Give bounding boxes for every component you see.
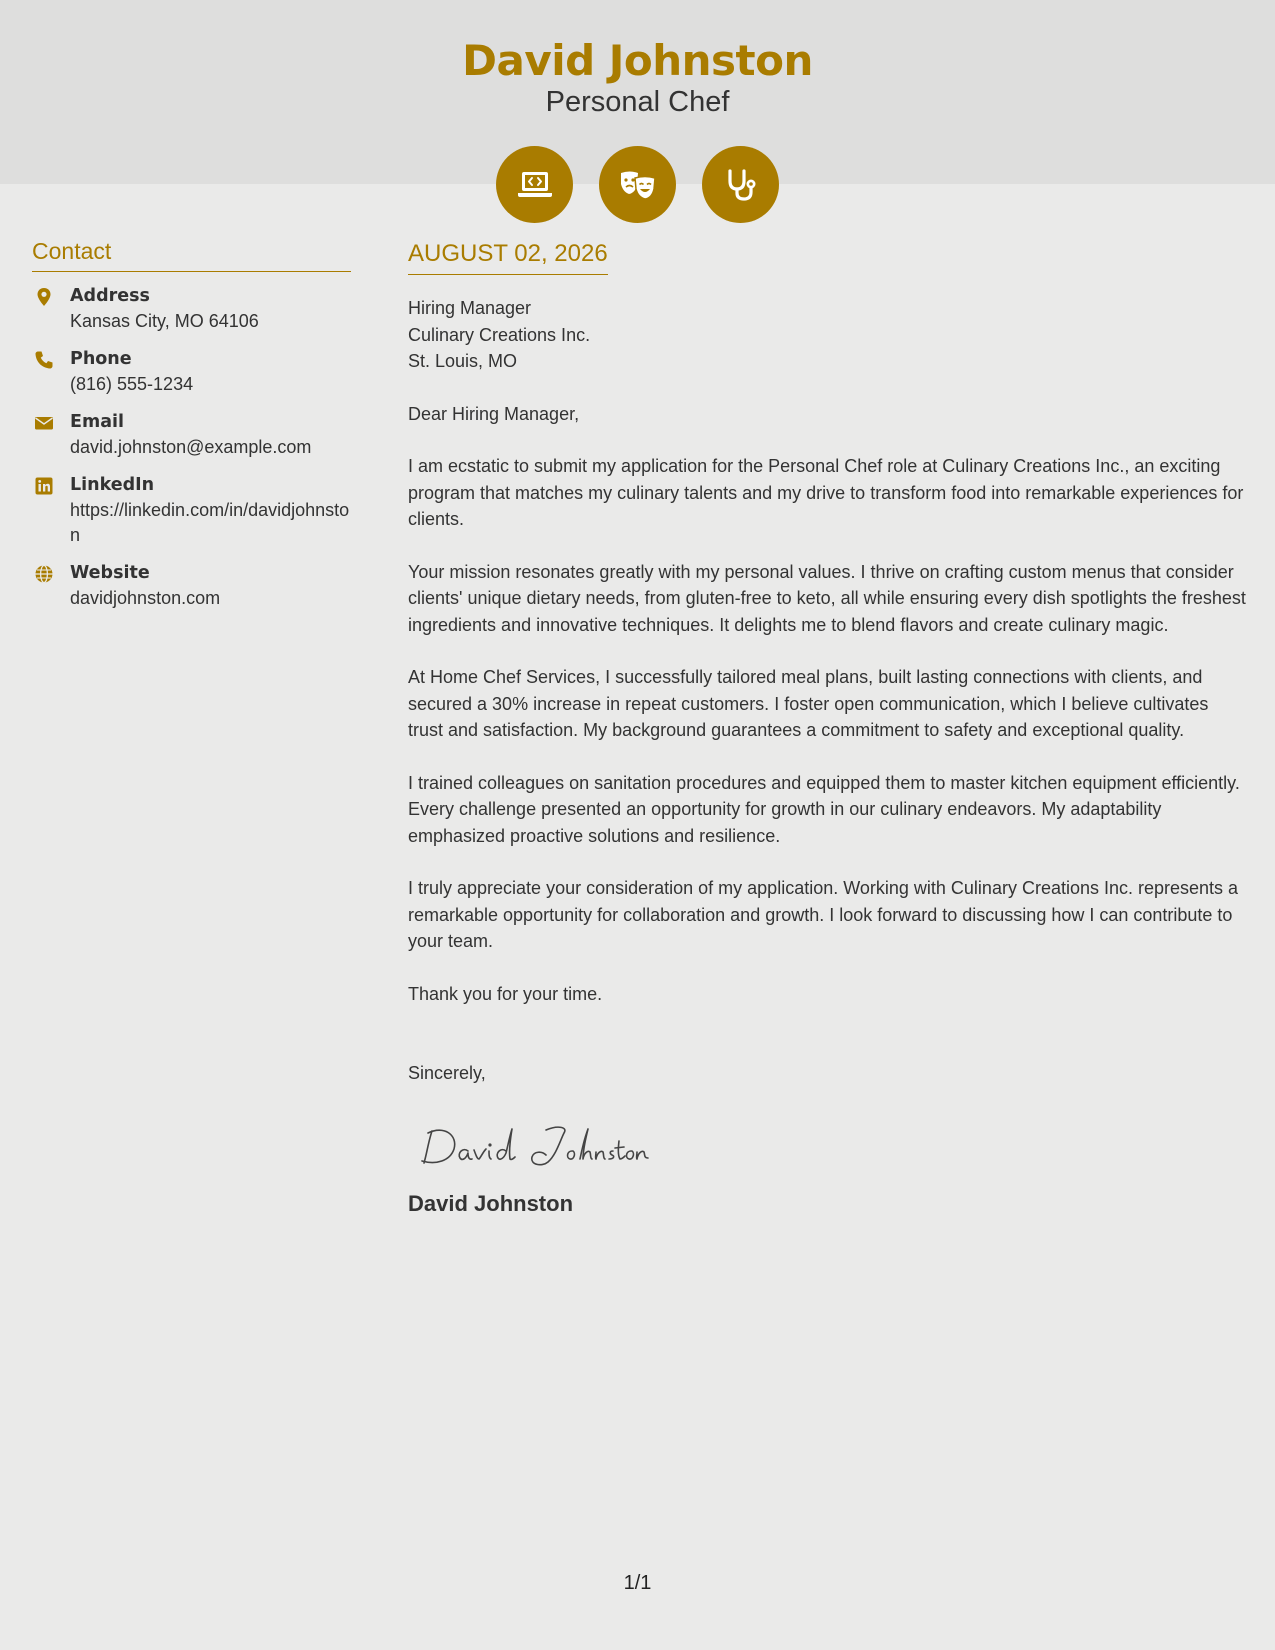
- contact-item-address: [32, 284, 351, 334]
- contact-item-email: [32, 410, 351, 460]
- laptop-code-icon: [496, 146, 573, 223]
- theater-masks-icon: [599, 146, 676, 223]
- closing: Sincerely,: [408, 1063, 486, 1083]
- page-number: 1/1: [623, 1572, 652, 1594]
- contact-label: Email: [70, 412, 124, 432]
- letter-paragraph: I truly appreciate your consideration of my application. Working with Culinary Creations Inc. represents a remarkable opportunity for collaboration and growth. I look forward to discussing how I can contribute to your team.: [408, 878, 1239, 951]
- recipient-line: St. Louis, MO: [408, 351, 518, 371]
- contact-label: Address: [70, 286, 150, 306]
- letter-paragraph: Your mission resonates greatly with my personal values. I thrive on crafting custom menus that consider clients' unique dietary needs, from gluten-free to keto, all while ensuring every dish spotlights the freshest ingredients and innovative techniques. It delights me to blend flavors and create culinary magic.: [408, 561, 1246, 635]
- signed-name: David Johnston: [408, 1190, 574, 1216]
- contact-value: Kansas City, MO 64106: [70, 311, 259, 331]
- contact-heading: Contact: [32, 238, 351, 272]
- contact-item-phone: [32, 347, 351, 397]
- contact-value: https://linkedin.com/in/davidjohnston: [70, 500, 350, 545]
- salutation: Dear Hiring Manager,: [408, 403, 580, 424]
- letter-paragraph: At Home Chef Services, I successfully tailored meal plans, built lasting connections with clients, and secured a 30% increase in repeat customers. I foster open communication, which I believe cultivates trust and satisfaction. My background guarantees a commitment to safety and exceptional quality.: [408, 667, 1209, 740]
- contact-section: [32, 238, 351, 624]
- letter-paragraph: Thank you for your time.: [408, 983, 603, 1004]
- letter-paragraph: I trained colleagues on sanitation procedures and equipped them to master kitchen equipment efficiently. Every challenge presented an opportunity for growth in our culinary endeavors. My adaptability emphasized proactive solutions and resilience.: [408, 772, 1240, 846]
- recipient-block: [408, 295, 1248, 375]
- handwritten-signature: [418, 1121, 1248, 1171]
- contact-value: david.johnston@example.com: [70, 437, 312, 457]
- contact-label: Phone: [70, 349, 132, 369]
- map-marker-icon: [34, 287, 54, 307]
- phone-icon: [34, 350, 54, 370]
- letter-body: [408, 240, 1248, 1217]
- applicant-name: David Johnston: [462, 36, 813, 85]
- contact-item-website: [32, 561, 351, 611]
- contact-value: (816) 555-1234: [70, 374, 194, 394]
- contact-label: LinkedIn: [70, 475, 155, 495]
- linkedin-icon: [34, 476, 54, 496]
- recipient-line: Hiring Manager: [408, 298, 532, 318]
- contact-item-linkedin: [32, 473, 351, 548]
- globe-icon: [34, 564, 54, 584]
- recipient-line: Culinary Creations Inc.: [408, 324, 591, 345]
- header-icons: [496, 146, 779, 223]
- letter-paragraph: I am ecstatic to submit my application for the Personal Chef role at Culinary Creations Inc., an exciting program that matches my culinary talents and my drive to transform food into remarkable experiences for clients.: [408, 456, 1244, 529]
- job-title: Personal Chef: [545, 86, 730, 118]
- stethoscope-icon: [702, 146, 779, 223]
- contact-value: davidjohnston.com: [70, 588, 221, 608]
- contact-label: Website: [70, 563, 150, 583]
- letter-date: AUGUST 02, 2026: [408, 240, 608, 275]
- envelope-icon: [34, 413, 54, 433]
